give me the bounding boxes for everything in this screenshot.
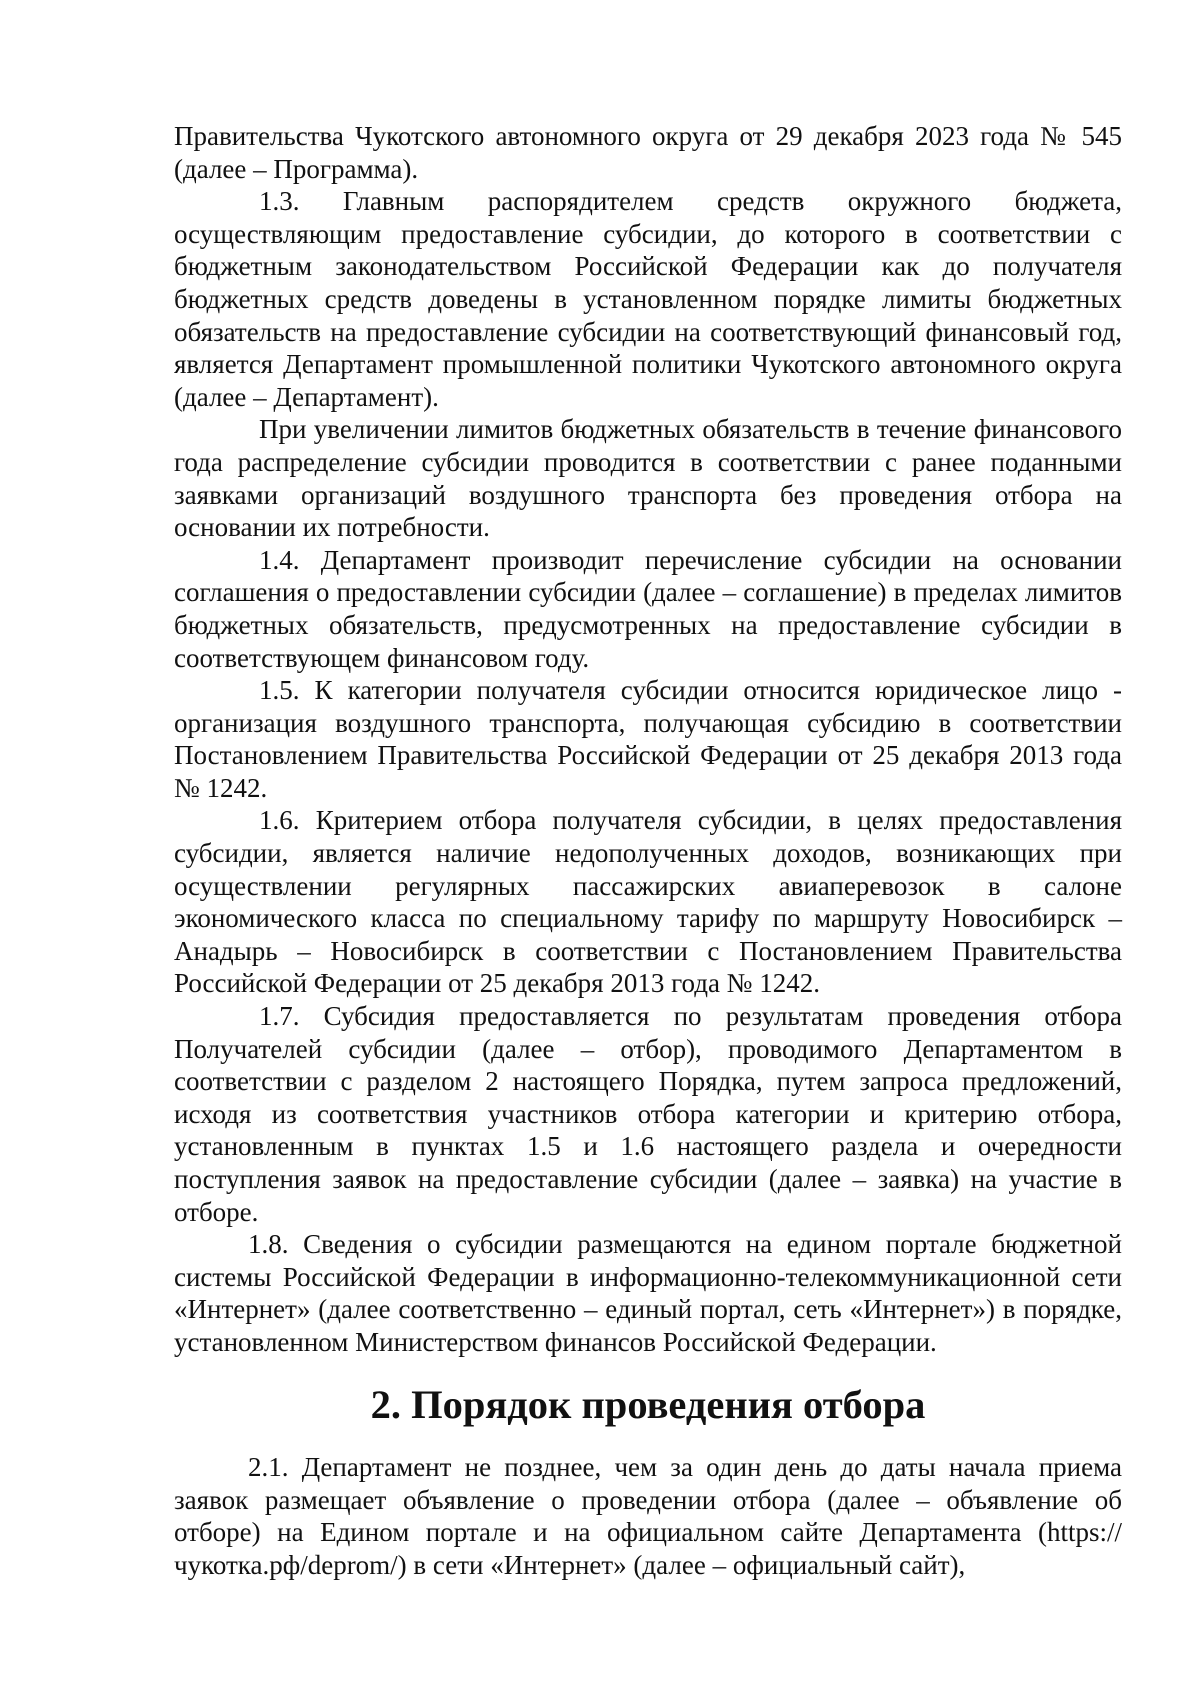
paragraph-1-3: 1.3. Главным распорядителем средств окружного бюджета, осуществляющим предоставление субсидии, до которого в соответствии с бюджетным законодательством Российской Федерации как до получателя бюджетных средств доведены в установленном порядке лимиты бюджетных обязательств на предоставление субсидии на соответствующий финансовый год, является Департамент промышленной политики Чукотского автономного округа (далее – Департамент). [174,186,1122,412]
paragraph-program-ref: Правительства Чукотского автономного округа от 29 декабря 2023 года № 545 (далее – Программа). [174,121,1122,184]
paragraph-1-6: 1.6. Критерием отбора получателя субсидии, в целях предоставления субсидии, является наличие недополученных доходов, возникающих при осуществлении регулярных пассажирских авиаперевозок в салоне экономического класса по специальному тарифу по маршруту Новосибирск – Анадырь – Новосибирск в соответствии с Постановлением Правительства Российской Федерации от 25 декабря 2013 года № 1242. [174,805,1122,999]
document-page [174,120,1122,1582]
paragraph-1-5: 1.5. К категории получателя субсидии относится юридическое лицо - организация воздушного транспорта, получающая субсидию в соответствии Постановлением Правительства Российской Федерации от 25 декабря 2013 года № 1242. [174,675,1122,803]
paragraph-limits-increase: При увеличении лимитов бюджетных обязательств в течение финансового года распределение субсидии проводится в соответствии с ранее поданными заявками организаций воздушного транспорта без проведения отбора на основании их потребности. [174,414,1122,543]
section-heading: 2. Порядок проведения отбора [370,1381,926,1427]
paragraph-1-4: 1.4. Департамент производит перечисление субсидии на основании соглашения о предоставлении субсидии (далее – соглашение) в пределах лимитов бюджетных обязательств, предусмотренных на предоставление субсидии в соответствующем финансовом году. [174,544,1122,673]
paragraph-1-8: 1.8. Сведения о субсидии размещаются на едином портале бюджетной системы Российской Федерации в информационно-телекоммуникационной сети «Интернет» (далее соответственно – единый портал, сеть «Интернет») в порядке, установленном Министерством финансов Российской Федерации. [174,1229,1122,1357]
paragraph-2-1: 2.1. Департамент не позднее, чем за один день до даты начала приема заявок размещает объявление о проведении отбора (далее – объявление об отборе) на Едином портале и на официальном сайте Департамента (https://чукотка.рф/deprom/) в сети «Интернет» (далее – официальный сайт), [174,1452,1122,1580]
paragraph-1-7: 1.7. Субсидия предоставляется по результатам проведения отбора Получателей субсидии (далее – отбор), проводимого Департаментом в соответствии с разделом 2 настоящего Порядка, путем запроса предложений, исходя из соответствия участников отбора категории и критерию отбора, установленным в пунктах 1.5 и 1.6 настоящего раздела и очередности поступления заявок на предоставление субсидии (далее – заявка) на участие в отборе. [174,1001,1122,1227]
